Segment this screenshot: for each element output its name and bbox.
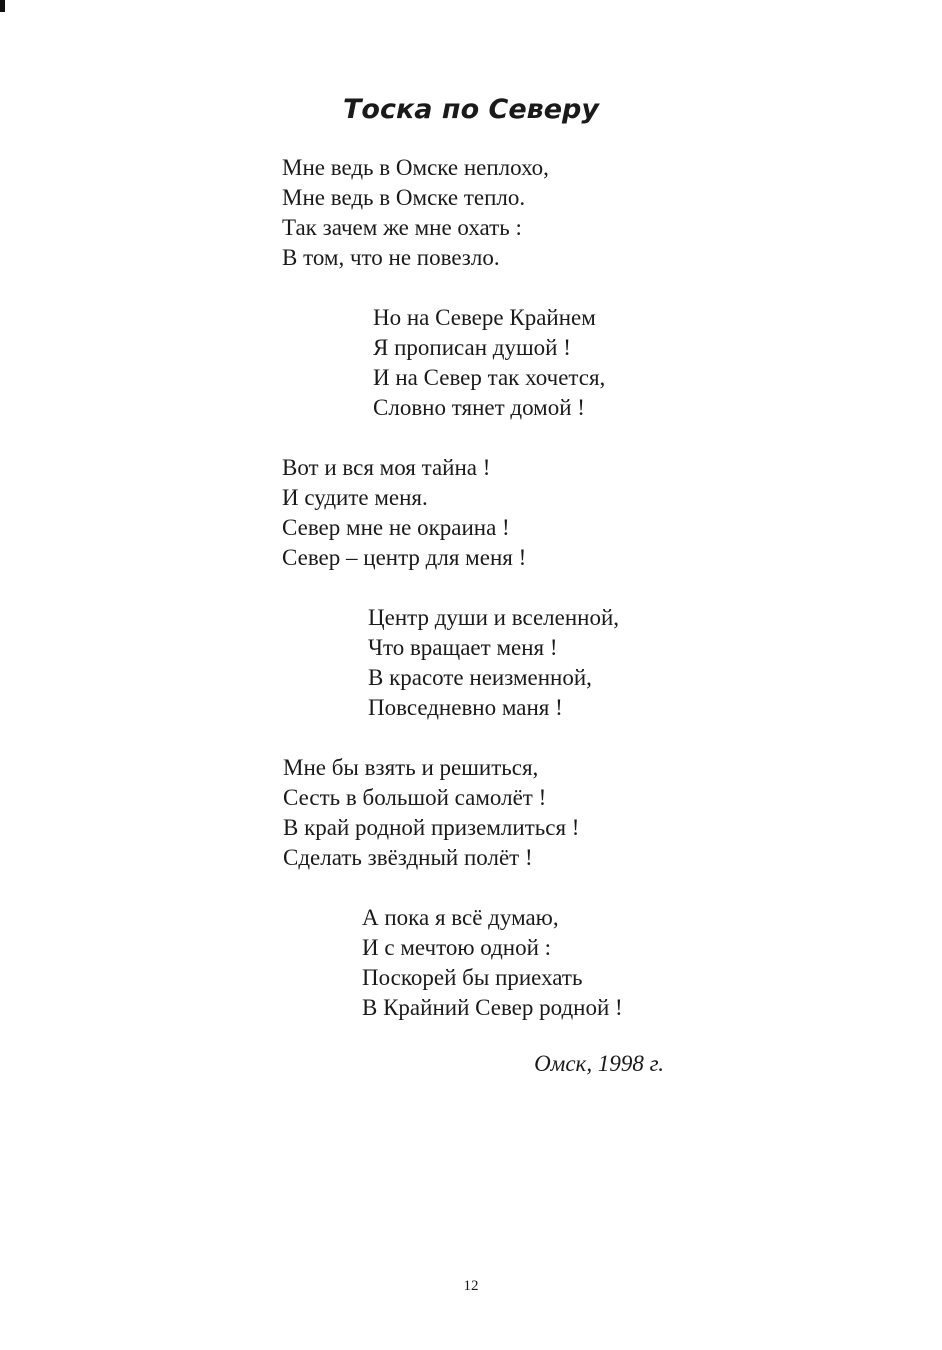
page-number: 12 xyxy=(463,1278,479,1294)
poem-line: И с мечтою одной : xyxy=(362,935,552,960)
poem-line: Вот и вся моя тайна ! xyxy=(282,455,491,480)
poem-line: И на Север так хочется, xyxy=(373,365,606,390)
poem-line: Поскорей бы приехать xyxy=(362,965,583,990)
poem-line: Так зачем же мне охать : xyxy=(282,215,522,240)
poem-line: В Крайний Север родной ! xyxy=(362,995,623,1020)
poem-line: В красоте неизменной, xyxy=(368,665,592,690)
poem-line: Но на Севере Крайнем xyxy=(373,305,596,330)
poem-line: В том, что не повезло. xyxy=(282,245,500,270)
poem-line: Сделать звёздный полёт ! xyxy=(283,845,533,870)
poem-line: Мне ведь в Омске тепло. xyxy=(282,185,526,210)
poem-line: Что вращает меня ! xyxy=(368,635,558,660)
poem-line: А пока я всё думаю, xyxy=(362,905,559,930)
poem-line: Север – центр для меня ! xyxy=(282,545,527,570)
poem-line: В край родной приземлиться ! xyxy=(283,815,580,840)
stanza-6 xyxy=(362,903,623,1023)
stanza-4 xyxy=(368,603,619,723)
poem-line: И судите меня. xyxy=(282,485,428,510)
poem-title: Тоска по Северу xyxy=(343,94,599,125)
scan-corner-mark xyxy=(0,0,5,12)
poem-line: Центр души и вселенной, xyxy=(368,605,620,630)
stanza-5 xyxy=(283,753,579,873)
poem-line: Повседневно маня ! xyxy=(368,695,563,720)
place-date-signature: Омск, 1998 г. xyxy=(534,1051,664,1076)
stanza-2 xyxy=(373,303,605,423)
poem-line: Мне ведь в Омске неплохо, xyxy=(282,155,549,180)
poem-line: Север мне не окраина ! xyxy=(282,515,510,540)
stanza-1 xyxy=(282,153,549,273)
poem-line: Словно тянет домой ! xyxy=(373,395,585,420)
poem-line: Мне бы взять и решиться, xyxy=(283,755,539,780)
stanza-3 xyxy=(282,453,526,573)
poem-line: Сесть в большой самолёт ! xyxy=(283,785,547,810)
poem-line: Я прописан душой ! xyxy=(373,335,571,360)
